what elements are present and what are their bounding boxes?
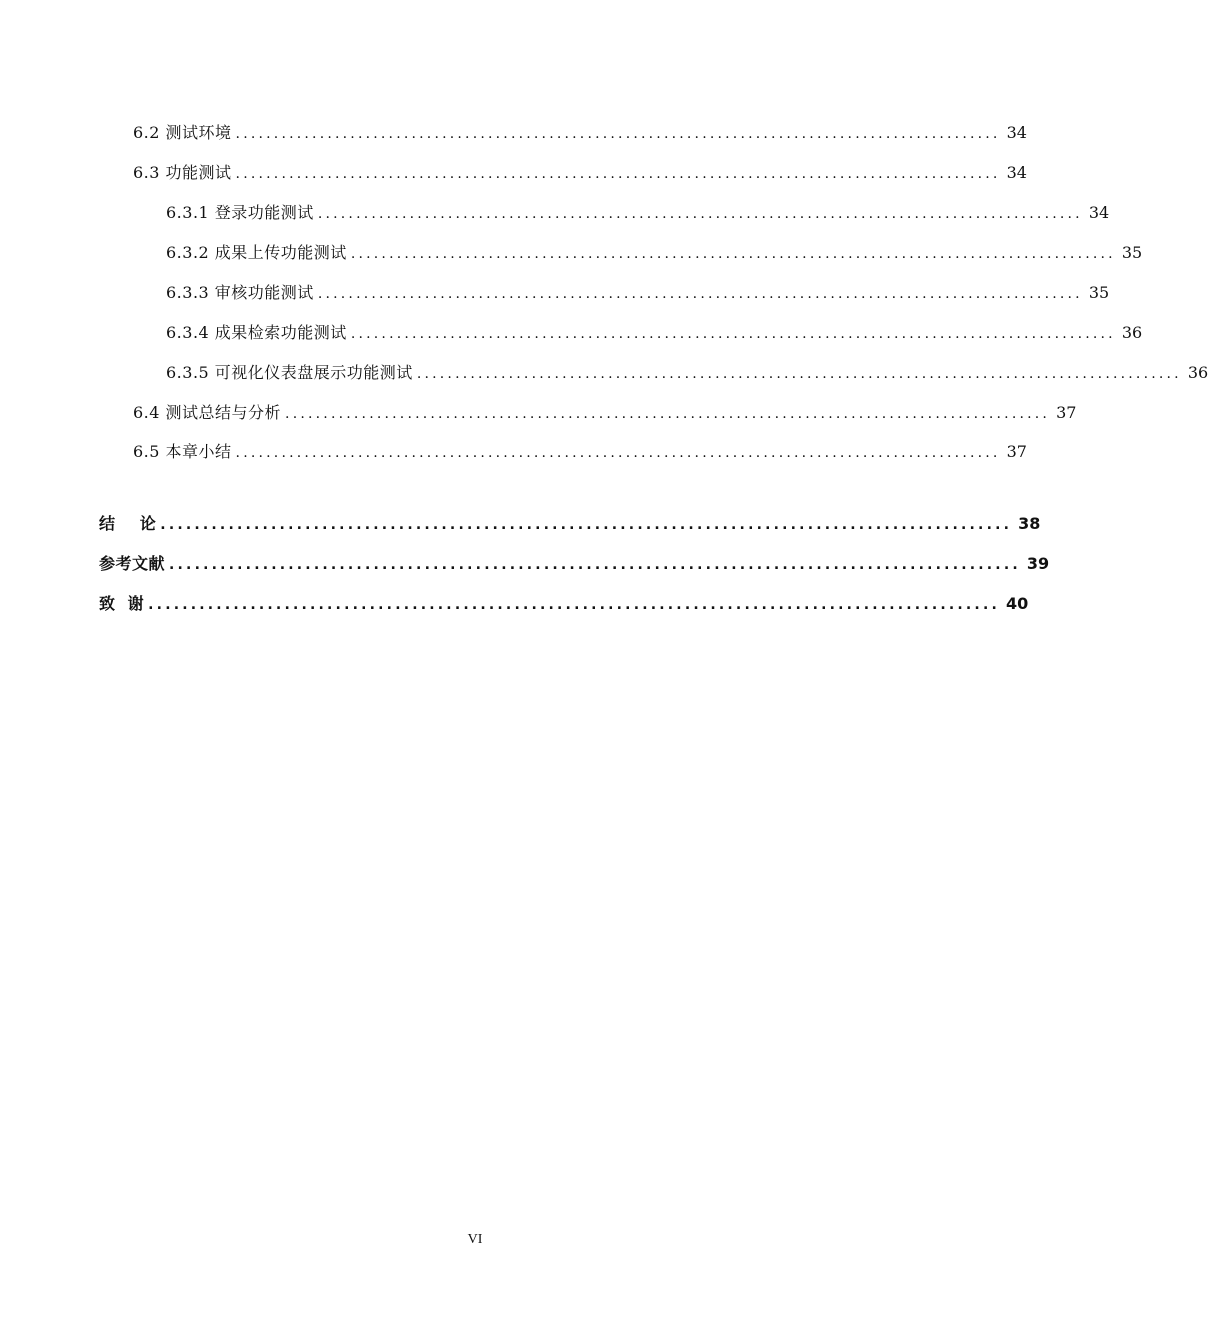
toc-entry-references[interactable] <box>99 553 1050 575</box>
toc-entry-6-3[interactable] <box>133 162 1027 184</box>
toc-page-number: 36 <box>1187 363 1208 382</box>
toc-entry-title: 结 论 <box>99 514 157 533</box>
toc-dot-leader: .................................................................................................... <box>317 286 1083 302</box>
footer-page-number: VI <box>467 1232 483 1247</box>
toc-dot-leader: .................................................................................................... <box>235 445 1001 461</box>
toc-page-number: 34 <box>1088 203 1110 222</box>
toc-dot-leader: .................................................................................................... <box>416 366 1182 382</box>
toc-dot-leader: .................................................................................................... <box>148 597 1000 613</box>
toc-entry-6-3-1[interactable] <box>166 202 1110 224</box>
toc-entry-acknowledgements[interactable] <box>99 593 1029 615</box>
toc-entry-6-3-2[interactable] <box>166 242 1143 264</box>
toc-page-number: 39 <box>1026 554 1050 573</box>
toc-page-number: 40 <box>1006 594 1029 613</box>
toc-entry-title: 6.5 本章小结 <box>133 442 232 461</box>
toc-entry-title: 致 谢 <box>99 594 145 613</box>
toc-dot-leader: .................................................................................................... <box>235 126 1001 142</box>
toc-entry-title: 参考文献 <box>99 554 166 573</box>
toc-dot-leader: .................................................................................................... <box>169 557 1021 573</box>
toc-entry-title: 6.3.3 审核功能测试 <box>166 283 314 302</box>
toc-dot-leader: .................................................................................................... <box>285 406 1051 422</box>
toc-entry-6-5[interactable] <box>133 441 1027 463</box>
toc-page-number: 36 <box>1121 323 1143 342</box>
toc-entry-title: 6.3.4 成果检索功能测试 <box>166 323 347 342</box>
toc-dot-leader: .................................................................................................... <box>350 326 1116 342</box>
toc-entry-6-3-4[interactable] <box>166 322 1143 344</box>
toc-page-number: 37 <box>1056 403 1077 422</box>
toc-entry-title: 6.3 功能测试 <box>133 163 232 182</box>
toc-entry-6-3-5[interactable] <box>166 362 1208 384</box>
toc-page-number: 37 <box>1006 442 1027 461</box>
toc-entry-6-3-3[interactable] <box>166 282 1110 304</box>
toc-page-number: 34 <box>1006 123 1027 142</box>
toc-entry-title: 6.3.1 登录功能测试 <box>166 203 314 222</box>
toc-page-number: 35 <box>1088 283 1110 302</box>
toc-entry-6-2[interactable] <box>133 122 1027 144</box>
toc-dot-leader: .................................................................................................... <box>317 206 1083 222</box>
toc-entry-title: 6.3.2 成果上传功能测试 <box>166 243 347 262</box>
toc-dot-leader: .................................................................................................... <box>160 517 1013 533</box>
toc-entry-conclusion[interactable] <box>99 513 1041 535</box>
toc-dot-leader: .................................................................................................... <box>350 246 1116 262</box>
toc-page-number: 34 <box>1006 163 1027 182</box>
toc-entry-title: 6.2 测试环境 <box>133 123 232 142</box>
toc-entry-title: 6.4 测试总结与分析 <box>133 403 282 422</box>
toc-dot-leader: .................................................................................................... <box>235 166 1001 182</box>
toc-entry-title: 6.3.5 可视化仪表盘展示功能测试 <box>166 363 413 382</box>
toc-page-number: 38 <box>1018 514 1041 533</box>
toc-page-number: 35 <box>1121 243 1143 262</box>
toc-entry-6-4[interactable] <box>133 402 1077 424</box>
